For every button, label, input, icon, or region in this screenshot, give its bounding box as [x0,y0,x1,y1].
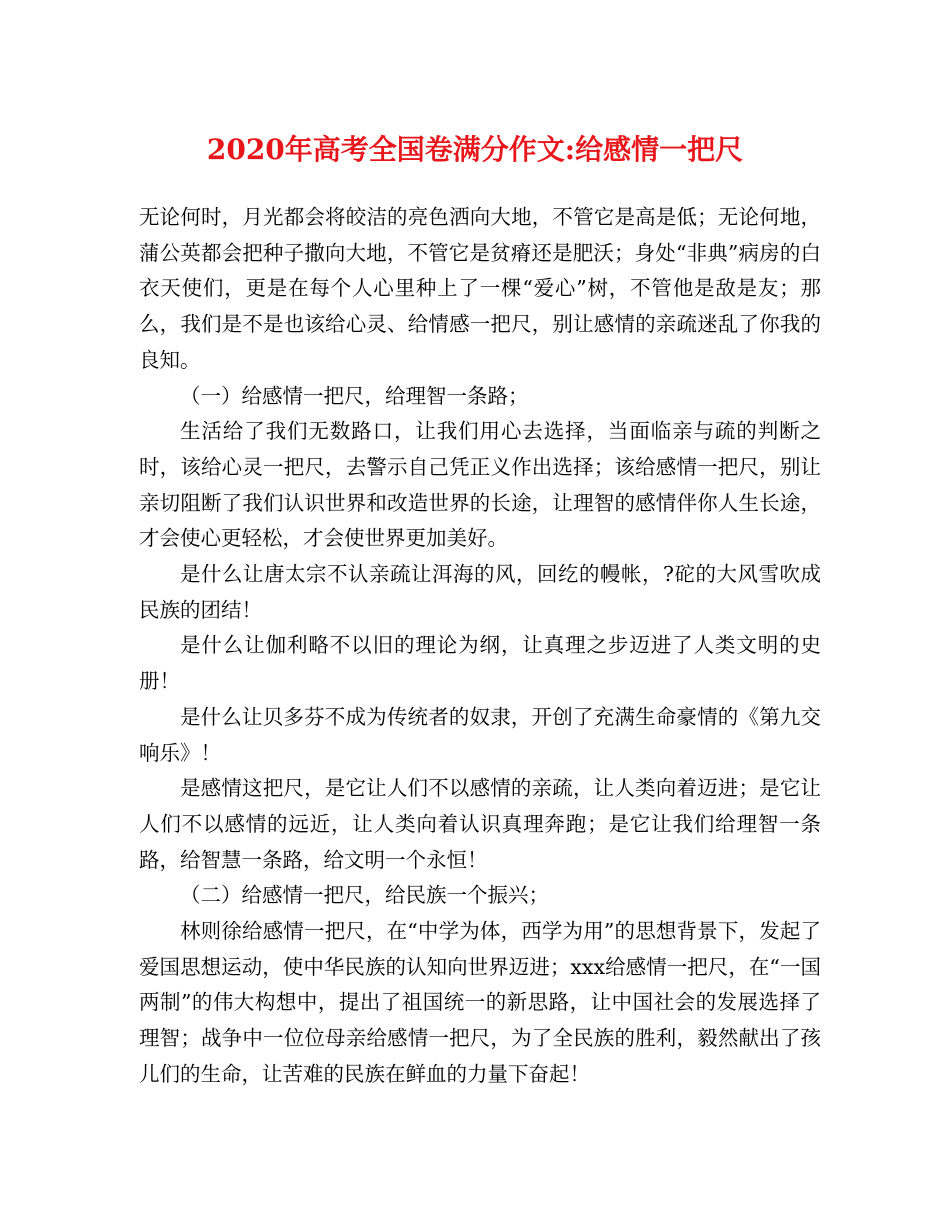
paragraph: 是什么让唐太宗不认亲疏让洱海的风，回纥的幔帐，?砣的大风雪吹成民族的团结！ [139,562,821,622]
paragraph-intro: 无论何时，月光都会将皎洁的亮色洒向大地，不管它是高是低；无论何地，蒲公英都会把种子撒向大地，不管它是贫瘠还是肥沃；身处“非典”病房的白衣天使们，更是在每个人心里种上了一棵“爱心”树，不管他是敌是友；那么，我们是不是也该给心灵、给情感一把尺，别让感情的亲疏迷乱了你我的良知。 [139,205,821,372]
paragraph: 是感情这把尺，是它让人们不以感情的亲疏，让人类向着迈进；是它让人们不以感情的远近，让人类向着认识真理奔跑；是它让我们给理智一条路，给智慧一条路，给文明一个永恒！ [139,776,821,872]
section-heading-1: （一）给感情一把尺，给理智一条路； [180,383,529,408]
paragraph: 是什么让贝多芬不成为传统者的奴隶，开创了充满生命豪情的《第九交响乐》！ [139,704,821,765]
section-heading-2: （二）给感情一把尺，给民族一个振兴； [180,883,549,908]
paragraph: 林则徐给感情一把尺，在“中学为体，西学为用”的思想背景下，发起了爱国思想运动，使中华民族的认知向世界迈进；xxx给感情一把尺，在“一国两制”的伟大构想中，提出了祖国统一的新思路，让中国社会的发展选择了理智；战争中一位位母亲给感情一把尺，为了全民族的胜利，毅然献出了孩儿们的生命，让苦难的民族在鲜血的力量下奋起！ [139,919,821,1086]
document-body [139,200,821,1093]
paragraph: 是什么让伽利略不以旧的理论为纲，让真理之步迈进了人类文明的史册！ [139,633,821,694]
document-title: 2020年高考全国卷满分作文:给感情一把尺 [206,133,744,166]
paragraph: 生活给了我们无数路口，让我们用心去选择，当面临亲与疏的判断之时，该给心灵一把尺，去警示自己凭正义作出选择；该给感情一把尺，别让亲切阻断了我们认识世界和改造世界的长途，让理智的感情伴你人生长途，才会使心更轻松，才会使世界更加美好。 [139,419,821,551]
